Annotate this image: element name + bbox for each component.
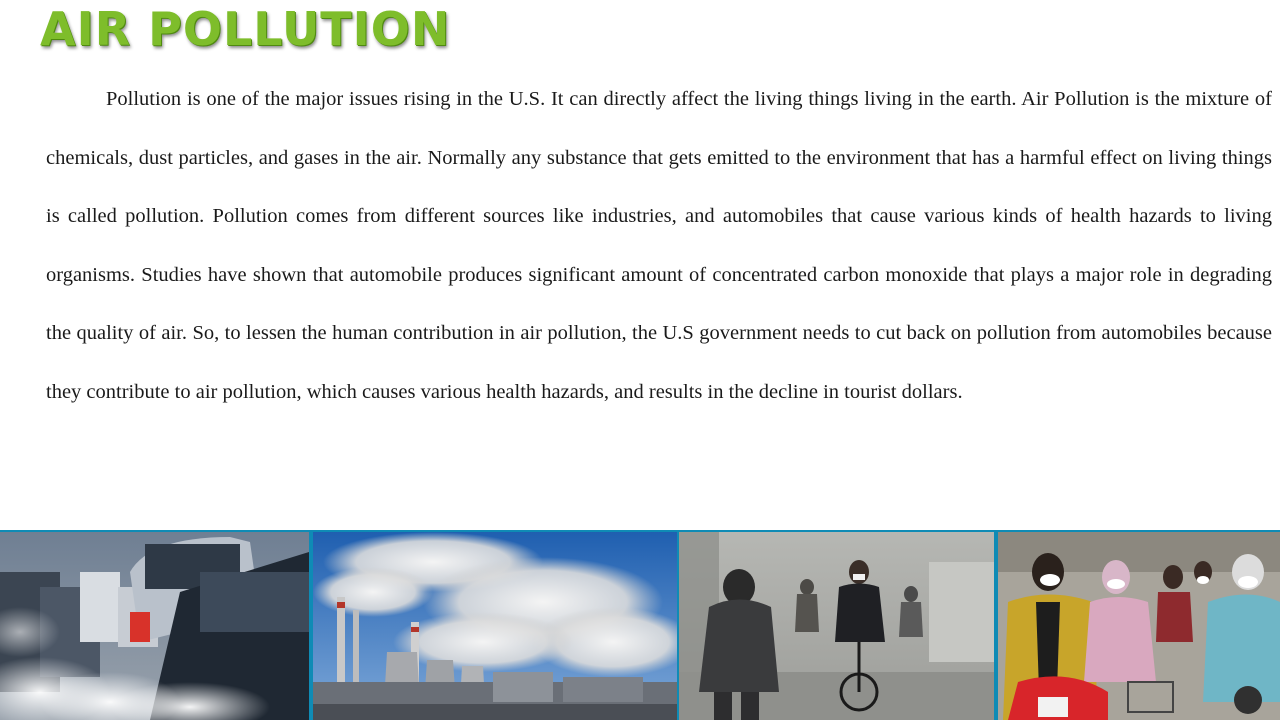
car-exhaust-photo — [0, 532, 309, 720]
body-paragraph: Pollution is one of the major issues rising in the U.S. It can directly affect the living things living in the earth. Air Pollution is the mixture of chemicals, dust particles, and gases in the air. Normally any substance that gets emitted to the environment that has a harmful effect on living things is called pollution. Pollution comes from different sources like industries, and automobiles that cause various kinds of health hazards to living organisms. Studies have shown that automobile produces significant amount of concentrated carbon monoxide that plays a major role in degrading the quality of air. So, to lessen the human contribution in air pollution, the U.S government needs to cut back on pollution from automobiles because they contribute to air pollution, which causes various health hazards, and results in the decline in tourist dollars. — [46, 88, 1272, 403]
photo-strip — [0, 530, 1280, 720]
masked-commuters-photo — [998, 532, 1280, 720]
slide-title: AIR POLLUTION — [40, 2, 451, 56]
smog-cyclists-photo — [679, 532, 994, 720]
factory-smokestack-photo — [313, 532, 677, 720]
